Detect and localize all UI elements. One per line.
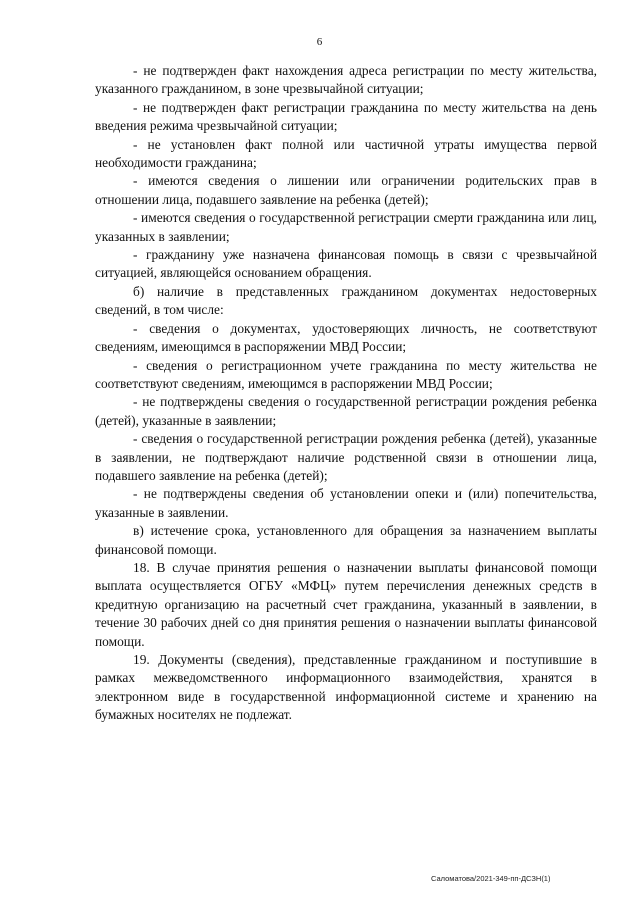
paragraph: - имеются сведения о государственной регистрации смерти гражданина или лиц, указанных в заявлении; xyxy=(95,210,597,244)
paragraph: - не подтвержден факт нахождения адреса регистрации по месту жительства, указанного гражданином, в зоне чрезвычайной ситуации; xyxy=(95,63,597,97)
paragraph: - не подтверждены сведения об установлении опеки и (или) попечительства, указанные в заявлении. xyxy=(95,486,597,520)
document-reference: Саломатова/2021-349-пп-ДСЗН(1) xyxy=(431,874,551,883)
paragraph: - имеются сведения о лишении или ограничении родительских прав в отношении лица, подавшего заявление на ребенка (детей); xyxy=(95,173,597,207)
paragraph: - сведения о государственной регистрации рождения ребенка (детей), указанные в заявлении, не подтверждают наличие родственной связи в отношении лица, подавшего заявление на ребенка (детей); xyxy=(95,431,597,483)
paragraph: - не установлен факт полной или частичной утраты имущества первой необходимости гражданина; xyxy=(95,136,597,171)
paragraph: - не подтвержден факт регистрации гражданина по месту жительства на день введения режима чрезвычайной ситуации; xyxy=(95,99,597,134)
paragraph: - не подтверждены сведения о государственной регистрации рождения ребенка (детей), указанные в заявлении; xyxy=(95,394,597,428)
paragraph: 18. В случае принятия решения о назначении выплаты финансовой помощи выплата осуществляется ОГБУ «МФЦ» путем перечисления денежных средств в кредитную организацию на расчетный счет гражданина, указанный в заявлении, в течение 30 рабочих дней со дня принятия решения о назначении выплаты финансовой помощи. xyxy=(95,559,597,649)
paragraph: - сведения о регистрационном учете гражданина по месту жительства не соответствуют сведениям, имеющимся в распоряжении МВД России; xyxy=(95,357,597,391)
document-body xyxy=(95,62,597,725)
page-number: 6 xyxy=(316,36,323,48)
paragraph: в) истечение срока, установленного для обращения за назначением выплаты финансовой помощи. xyxy=(95,523,597,557)
paragraph: 19. Документы (сведения), представленные гражданином и поступившие в рамках межведомственного информационного взаимодействия, хранятся в электронном виде в государственной информационной системе и хранению на бумажных носителях не подлежат. xyxy=(95,652,597,723)
paragraph: - гражданину уже назначена финансовая помощь в связи с чрезвычайной ситуацией, являющейся основанием обращения. xyxy=(95,247,597,281)
paragraph: - сведения о документах, удостоверяющих личность, не соответствуют сведениям, имеющимся в распоряжении МВД России; xyxy=(95,320,597,355)
paragraph: б) наличие в представленных гражданином документах недостоверных сведений, в том числе: xyxy=(95,283,597,318)
